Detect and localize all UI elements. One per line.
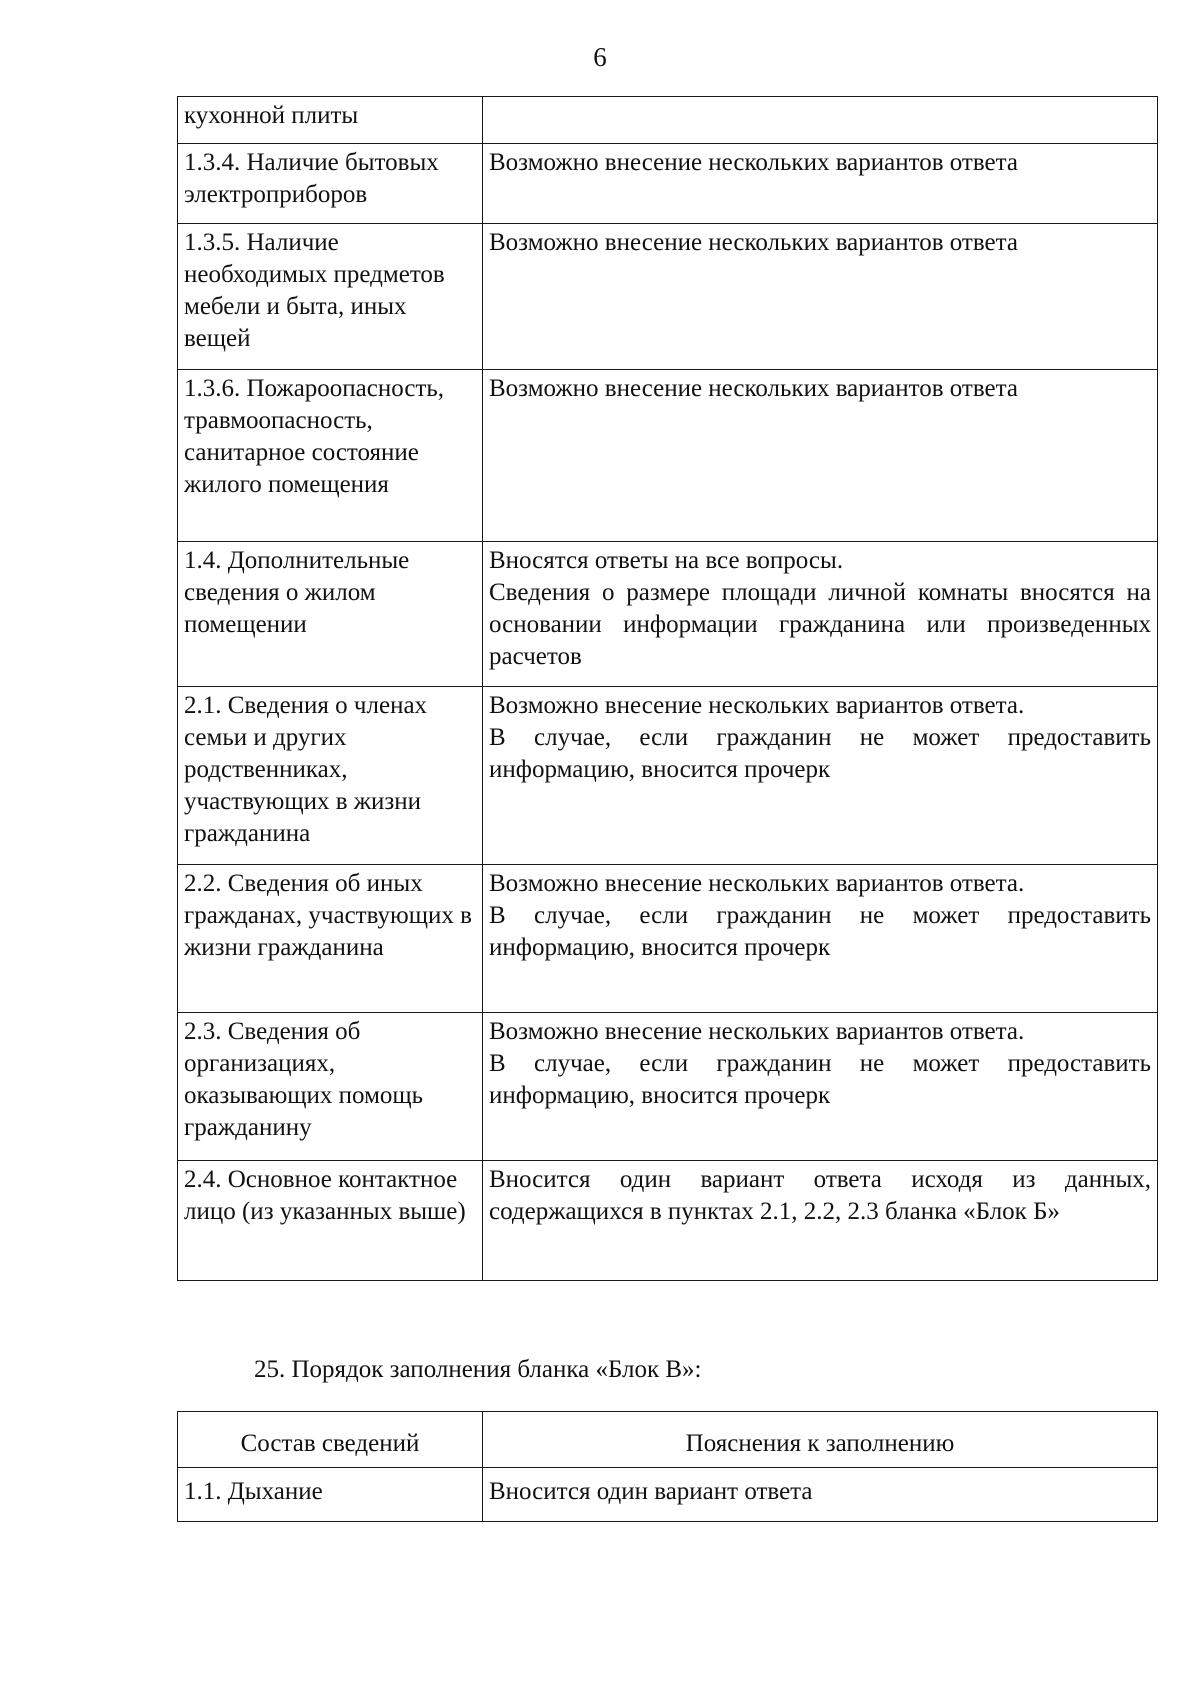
explanation-text: Возможно внесение нескольких вариантов ответа. bbox=[489, 692, 1025, 719]
table-row bbox=[178, 687, 1158, 865]
table-row bbox=[178, 1161, 1158, 1281]
item-cell: 2.3. Сведения об организациях, оказывающих помощь гражданину bbox=[178, 1013, 483, 1161]
item-cell: 2.2. Сведения об иных гражданах, участвующих в жизни гражданина bbox=[178, 865, 483, 1013]
item-cell: 1.3.5. Наличие необходимых предметов мебели и быта, иных вещей bbox=[178, 224, 483, 370]
explanation-cell bbox=[483, 1161, 1158, 1281]
explanation-cell bbox=[483, 97, 1158, 144]
table-row bbox=[178, 1013, 1158, 1161]
explanation-text: В случае, если гражданин не может предоставить информацию, вносится прочерк bbox=[489, 902, 1151, 961]
section-heading: 25. Порядок заполнения бланка «Блок В»: bbox=[254, 1356, 702, 1383]
table-row bbox=[178, 97, 1158, 144]
table-row bbox=[178, 542, 1158, 687]
explanation-text: Возможно внесение нескольких вариантов ответа. bbox=[489, 870, 1025, 897]
header-row bbox=[178, 1412, 1158, 1468]
explanation-cell bbox=[483, 687, 1158, 865]
column-header-composition: Состав сведений bbox=[178, 1412, 483, 1468]
explanation-text: Возможно внесение нескольких вариантов ответа. bbox=[489, 1018, 1025, 1045]
item-cell: 1.4. Дополнительные сведения о жилом помещении bbox=[178, 542, 483, 687]
explanation-text: Сведения о размере площади личной комнаты вносятся на основании информации гражданина или произведенных расчетов bbox=[489, 579, 1151, 670]
explanation-cell bbox=[483, 224, 1158, 370]
item-cell: 1.3.6. Пожароопасность, травмоопасность, санитарное состояние жилого помещения bbox=[178, 370, 483, 542]
explanation-text: Возможно внесение нескольких вариантов ответа bbox=[489, 229, 1018, 256]
explanation-text: В случае, если гражданин не может предоставить информацию, вносится прочерк bbox=[489, 724, 1151, 783]
explanation-text: Возможно внесение нескольких вариантов ответа bbox=[489, 375, 1018, 402]
explanation-cell: Вносится один вариант ответа bbox=[483, 1468, 1158, 1522]
table-row bbox=[178, 370, 1158, 542]
explanation-cell bbox=[483, 370, 1158, 542]
item-cell: кухонной плиты bbox=[178, 97, 483, 144]
explanation-text: Возможно внесение нескольких вариантов ответа bbox=[489, 149, 1018, 176]
table-row bbox=[178, 865, 1158, 1013]
explanation-text: В случае, если гражданин не может предоставить информацию, вносится прочерк bbox=[489, 1050, 1151, 1109]
item-cell: 1.3.4. Наличие бытовых электроприборов bbox=[178, 144, 483, 224]
explanation-cell bbox=[483, 1013, 1158, 1161]
page-number: 6 bbox=[593, 42, 607, 72]
block-v-table bbox=[177, 1411, 1158, 1522]
explanation-text: Вносится один вариант ответа исходя из данных, содержащихся в пунктах 2.1, 2.2, 2.3 бланка «Блок Б» bbox=[489, 1166, 1151, 1225]
explanation-text: Вносятся ответы на все вопросы. bbox=[489, 547, 844, 574]
explanation-cell bbox=[483, 144, 1158, 224]
item-cell: 2.1. Сведения о членах семьи и других родственниках, участвующих в жизни гражданина bbox=[178, 687, 483, 865]
table-row bbox=[178, 224, 1158, 370]
explanation-cell bbox=[483, 542, 1158, 687]
table-row bbox=[178, 1468, 1158, 1522]
item-cell: 1.1. Дыхание bbox=[178, 1468, 483, 1522]
column-header-explanations: Пояснения к заполнению bbox=[483, 1412, 1158, 1468]
filling-instructions-table bbox=[177, 96, 1158, 1281]
table-row bbox=[178, 144, 1158, 224]
explanation-cell bbox=[483, 865, 1158, 1013]
item-cell: 2.4. Основное контактное лицо (из указанных выше) bbox=[178, 1161, 483, 1281]
